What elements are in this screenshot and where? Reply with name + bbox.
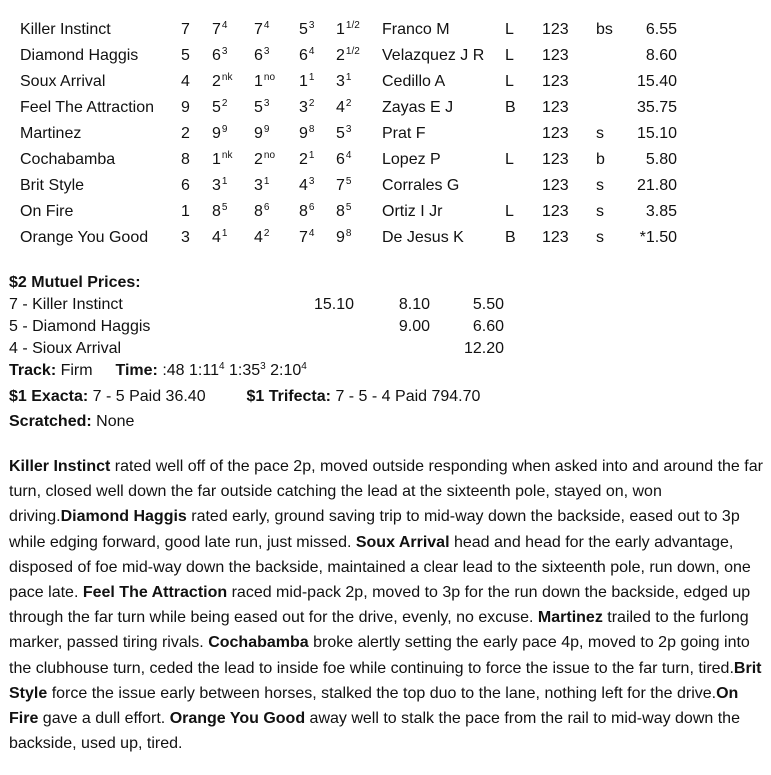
exacta-value: 7 - 5 Paid 36.40: [92, 388, 206, 405]
finish-position-margin: 8: [345, 228, 352, 239]
post-position: 4: [181, 73, 190, 90]
first-call-position: [254, 121, 269, 147]
start-position: [212, 147, 232, 173]
odds: 5.80: [645, 151, 677, 168]
finish-position-value: 8: [336, 203, 345, 220]
odds: 21.80: [636, 177, 677, 194]
first-call-position-value: 4: [254, 229, 263, 246]
jockey-name: Zayas E J: [382, 99, 454, 116]
start-position-margin: nk: [221, 72, 233, 83]
second-call-position-value: 1: [299, 73, 308, 90]
finish-position-margin: 2: [345, 98, 352, 109]
first-call-position: [254, 147, 275, 173]
track-value: Firm: [60, 362, 93, 379]
finish-position: [336, 121, 351, 147]
jockey-name: Lopez P: [382, 151, 441, 168]
start-position-value: 2: [212, 73, 221, 90]
finish-position-margin: 5: [345, 176, 352, 187]
mutuel-prices-table: [9, 294, 769, 360]
second-call-position-margin: 2: [308, 98, 315, 109]
horse-name: On Fire: [20, 203, 74, 220]
finish-position-value: 6: [336, 151, 345, 168]
jockey-name: Cedillo A: [382, 73, 446, 90]
first-call-position: [254, 95, 269, 121]
medication: L: [505, 73, 514, 90]
horse-name: Diamond Haggis: [20, 47, 139, 64]
comment-horse: Soux Arrival: [355, 533, 450, 551]
start-position-value: 3: [212, 177, 221, 194]
post-position: 3: [181, 229, 190, 246]
second-call-position: [299, 173, 314, 199]
equipment: bs: [596, 21, 613, 38]
second-call-position: [299, 147, 314, 173]
odds: 35.75: [636, 99, 677, 116]
finish-position: [336, 173, 351, 199]
second-call-position-value: 2: [299, 151, 308, 168]
second-call-position: [299, 95, 314, 121]
medication: L: [505, 151, 514, 168]
comment-text: head and head for the early advantage, disposed of foe mid-way down the backside, maintained a clear lead to the sixteenth pole, run down, one pace late.: [9, 533, 751, 602]
post-position: 6: [181, 177, 190, 194]
first-call-position-value: 8: [254, 203, 263, 220]
finish-position-margin: 5: [345, 202, 352, 213]
comment-text: raced mid-pack 2p, moved to 3p for the run down the backside, edged up through the far turn while being eased out for the drive, evenly, no excuse.: [9, 584, 751, 627]
finish-position-value: 4: [336, 99, 345, 116]
second-call-position: [299, 17, 314, 43]
results-chart: [0, 17, 771, 251]
finish-position-margin: 3: [345, 124, 352, 135]
mutuel-row: [9, 338, 769, 360]
mutuel-row: [9, 294, 769, 316]
show-price: 6.60: [472, 318, 504, 335]
finish-position: [336, 43, 360, 69]
result-row: [0, 43, 771, 69]
second-call-position-margin: 1: [308, 72, 315, 83]
first-call-position-margin: no: [263, 150, 276, 161]
win-price: 15.10: [313, 296, 354, 313]
start-position-value: 6: [212, 47, 221, 64]
equipment: s: [596, 177, 604, 194]
second-call-position-value: 6: [299, 47, 308, 64]
finish-position-margin: 1/2: [345, 20, 360, 31]
start-position: [212, 43, 227, 69]
mutuel-horse: 4 - Sioux Arrival: [9, 340, 122, 357]
equipment: s: [596, 125, 604, 142]
post-position: 9: [181, 99, 190, 116]
first-call-position-margin: 2: [263, 228, 270, 239]
second-call-position-margin: 8: [308, 124, 315, 135]
weight: 123: [542, 21, 569, 38]
first-call-position-margin: 1: [263, 176, 270, 187]
post-position: 8: [181, 151, 190, 168]
second-call-position: [299, 69, 314, 95]
first-call-position-margin: 9: [263, 124, 270, 135]
first-call-position-margin: 6: [263, 202, 270, 213]
first-call-position: [254, 69, 275, 95]
weight: 123: [542, 73, 569, 90]
mutuel-row: [9, 316, 769, 338]
horse-name: Martinez: [20, 125, 82, 142]
time-split: [189, 362, 225, 379]
medication: L: [505, 47, 514, 64]
horse-name: Feel The Attraction: [20, 99, 154, 116]
odds: 3.85: [645, 203, 677, 220]
second-call-position-value: 7: [299, 229, 308, 246]
second-call-position: [299, 43, 314, 69]
start-position: [212, 69, 232, 95]
comment-text: gave a dull effort.: [38, 710, 170, 728]
start-position-margin: 4: [221, 20, 228, 31]
result-row: [0, 121, 771, 147]
start-position-value: 8: [212, 203, 221, 220]
weight: 123: [542, 177, 569, 194]
time-split: [162, 362, 184, 379]
weight: 123: [542, 229, 569, 246]
finish-position-margin: 1: [345, 72, 352, 83]
start-position-value: 9: [212, 125, 221, 142]
medication: B: [505, 99, 516, 116]
time-split-value: 2:10: [270, 362, 302, 379]
odds: 6.55: [645, 21, 677, 38]
result-row: [0, 95, 771, 121]
first-call-position-value: 7: [254, 21, 263, 38]
second-call-position-margin: 6: [308, 202, 315, 213]
second-call-position-margin: 4: [308, 46, 315, 57]
time-split-value: 1:11: [189, 362, 219, 379]
weight: 123: [542, 151, 569, 168]
finish-position: [336, 147, 351, 173]
horse-name: Brit Style: [20, 177, 85, 194]
equipment: s: [596, 203, 604, 220]
exacta-label: $1 Exacta:: [9, 388, 89, 405]
jockey-name: De Jesus K: [382, 229, 464, 246]
time-split-fifth: 4: [218, 361, 225, 372]
comment-horse: On Fire: [9, 684, 739, 728]
comment-horse: Orange You Good: [169, 710, 306, 728]
finish-position: [336, 69, 351, 95]
odds: 8.60: [645, 47, 677, 64]
jockey-name: Ortiz I Jr: [382, 203, 443, 220]
start-position-margin: 3: [221, 46, 228, 57]
second-call-position-margin: 3: [308, 20, 315, 31]
finish-position-value: 9: [336, 229, 345, 246]
first-call-position-margin: 3: [263, 98, 270, 109]
result-row: [0, 199, 771, 225]
horse-name: Orange You Good: [20, 229, 149, 246]
finish-position-value: 5: [336, 125, 345, 142]
start-position-margin: nk: [221, 150, 233, 161]
second-call-position-value: 5: [299, 21, 308, 38]
comment-text: broke alertly setting the early pace 4p, moved to 2p going into the clubhouse turn, ceded the lead to inside foe while continuing to force the issue to the far turn, tired.: [9, 634, 750, 677]
second-call-position: [299, 121, 314, 147]
comment-horse: Feel The Attraction: [82, 584, 228, 602]
start-position: [212, 225, 227, 251]
odds: *1.50: [639, 229, 677, 246]
trifecta-label: $1 Trifecta:: [246, 388, 331, 405]
scratched-value: None: [96, 413, 135, 430]
time-splits: [162, 362, 307, 379]
horse-name: Cochabamba: [20, 151, 116, 168]
scratched-line: [9, 411, 769, 433]
scratched-label: Scratched:: [9, 413, 92, 430]
race-comments: [9, 454, 769, 756]
second-call-position-value: 4: [299, 177, 308, 194]
comment-text: trailed to the furlong marker, passed tiring rivals.: [9, 609, 749, 652]
finish-position-value: 3: [336, 73, 345, 90]
comment-horse: Killer Instinct: [9, 458, 111, 475]
show-price: 5.50: [472, 296, 504, 313]
post-position: 2: [181, 125, 190, 142]
start-position-value: 5: [212, 99, 221, 116]
first-call-position-margin: 3: [263, 46, 270, 57]
finish-position: [336, 17, 360, 43]
comment-horse: Brit Style: [9, 659, 762, 702]
first-call-position-value: 3: [254, 177, 263, 194]
result-row: [0, 173, 771, 199]
time-split-value: 1:35: [229, 362, 261, 379]
track-time-line: [9, 360, 769, 382]
first-call-position: [254, 17, 269, 43]
start-position-margin: 5: [221, 202, 228, 213]
start-position-margin: 1: [221, 228, 228, 239]
trifecta-value: 7 - 5 - 4 Paid 794.70: [335, 388, 481, 405]
mutuel-heading: $2 Mutuel Prices:: [9, 274, 141, 291]
first-call-position-value: 6: [254, 47, 263, 64]
start-position-value: 4: [212, 229, 221, 246]
second-call-position-margin: 1: [308, 150, 315, 161]
start-position-value: 7: [212, 21, 221, 38]
first-call-position: [254, 173, 269, 199]
comment-horse: Martinez: [537, 609, 603, 627]
finish-position: [336, 95, 351, 121]
second-call-position: [299, 199, 314, 225]
time-split-value: :48: [162, 362, 185, 379]
second-call-position-value: 3: [299, 99, 308, 116]
exotics-line: [9, 386, 769, 408]
mutuel-horse: 7 - Killer Instinct: [9, 296, 123, 313]
start-position: [212, 121, 227, 147]
comment-text: force the issue early between horses, stalked the top duo to the lane, nothing left for the drive.: [47, 684, 717, 702]
second-call-position-value: 8: [299, 203, 308, 220]
weight: 123: [542, 47, 569, 64]
comment-text: rated early, ground saving trip to mid-way down the backside, eased out to 3p while edging forward, good late run, just missed.: [9, 508, 740, 551]
odds: 15.40: [636, 73, 677, 90]
start-position: [212, 17, 227, 43]
start-position-margin: 9: [221, 124, 228, 135]
place-price: 8.10: [398, 296, 430, 313]
medication: B: [505, 229, 516, 246]
odds: 15.10: [636, 125, 677, 142]
horse-name: Killer Instinct: [20, 21, 111, 38]
medication: L: [505, 21, 514, 38]
first-call-position-value: 9: [254, 125, 263, 142]
result-row: [0, 69, 771, 95]
first-call-position-value: 1: [254, 73, 263, 90]
place-price: 9.00: [398, 318, 430, 335]
start-position: [212, 95, 227, 121]
time-split: [270, 362, 307, 379]
jockey-name: Franco M: [382, 21, 450, 38]
comment-horse: Cochabamba: [208, 634, 309, 652]
weight: 123: [542, 125, 569, 142]
result-row: [0, 17, 771, 43]
show-price: 12.20: [463, 340, 504, 357]
start-position: [212, 199, 227, 225]
time-label: Time:: [115, 362, 158, 379]
comment-text: rated well off of the pace 2p, moved outside responding when asked into and around the far turn, closed well down the far outside catching the lead at the sixteenth pole, stayed on, won driving.: [9, 458, 763, 526]
weight: 123: [542, 203, 569, 220]
track-label: Track:: [9, 362, 57, 379]
horse-name: Soux Arrival: [20, 73, 106, 90]
start-position-value: 1: [212, 151, 221, 168]
jockey-name: Corrales G: [382, 177, 460, 194]
comment-horse: Diamond Haggis: [60, 508, 187, 526]
finish-position: [336, 199, 351, 225]
post-position: 5: [181, 47, 190, 64]
first-call-position-value: 5: [254, 99, 263, 116]
medication: L: [505, 203, 514, 220]
mutuel-horse: 5 - Diamond Haggis: [9, 318, 151, 335]
finish-position: [336, 225, 351, 251]
first-call-position: [254, 43, 269, 69]
first-call-position-margin: 4: [263, 20, 270, 31]
first-call-position: [254, 225, 269, 251]
time-split-fifth: 4: [301, 361, 307, 372]
finish-position-value: 2: [336, 47, 345, 64]
post-position: 7: [181, 21, 190, 38]
equipment: s: [596, 229, 604, 246]
first-call-position: [254, 199, 269, 225]
mutuel-section: [9, 272, 769, 433]
second-call-position: [299, 225, 314, 251]
finish-position-value: 7: [336, 177, 345, 194]
first-call-position-value: 2: [254, 151, 263, 168]
start-position-margin: 2: [221, 98, 228, 109]
time-split-fifth: 3: [260, 361, 266, 372]
time-split: [229, 362, 266, 379]
post-position: 1: [181, 203, 190, 220]
first-call-position-margin: no: [263, 72, 276, 83]
jockey-name: Velazquez J R: [382, 47, 485, 64]
finish-position-value: 1: [336, 21, 345, 38]
finish-position-margin: 1/2: [345, 46, 360, 57]
comment-text: away well to stalk the pace from the rail to mid-way down the backside, used up, tired.: [9, 710, 740, 753]
jockey-name: Prat F: [382, 125, 426, 142]
second-call-position-value: 9: [299, 125, 308, 142]
start-position: [212, 173, 227, 199]
start-position-margin: 1: [221, 176, 228, 187]
equipment: b: [596, 151, 605, 168]
second-call-position-margin: 3: [308, 176, 315, 187]
weight: 123: [542, 99, 569, 116]
second-call-position-margin: 4: [308, 228, 315, 239]
result-row: [0, 147, 771, 173]
result-row: [0, 225, 771, 251]
finish-position-margin: 4: [345, 150, 352, 161]
